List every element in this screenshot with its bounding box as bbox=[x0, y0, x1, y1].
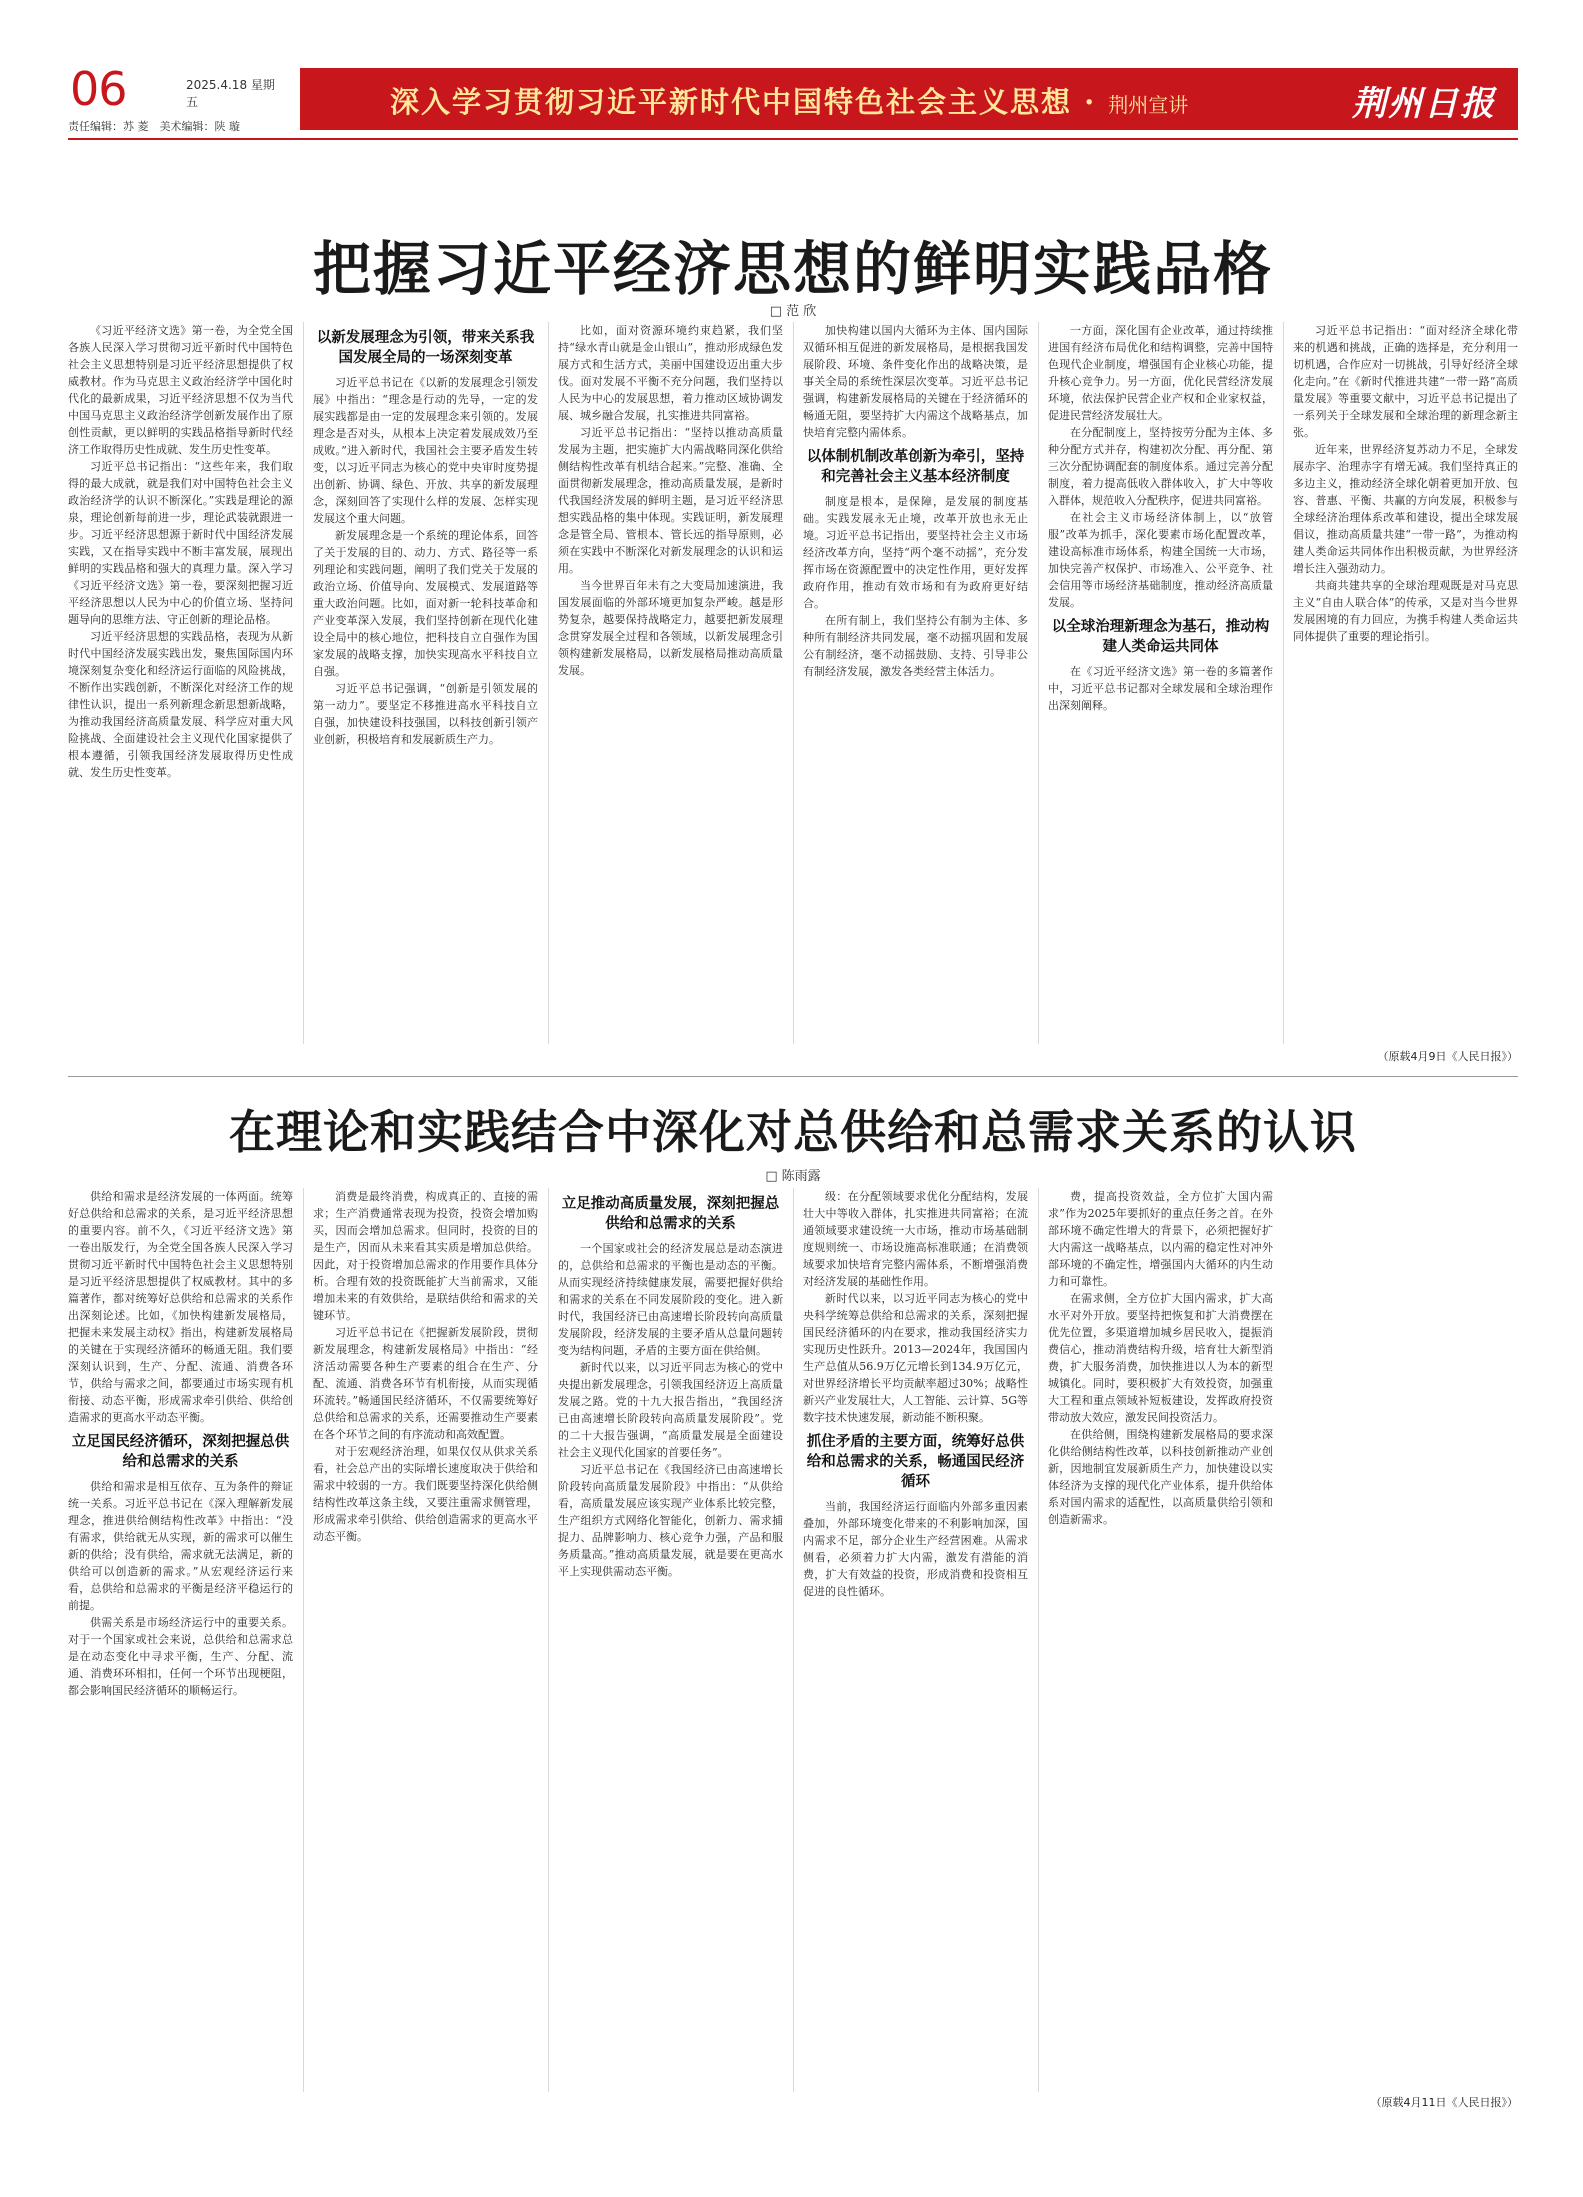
article-1-headline: 把握习近平经济思想的鲜明实践品格 bbox=[312, 235, 1273, 303]
paragraph: 习近平总书记指出：“这些年来，我们取得的最大成就，就是我们对中国特色社会主义政治经济学的认识不断深化。”实践是理论的源泉，理论创新每前进一步，理论武装就跟进一步。习近平经济思想源于新时代中国经济发展实践，又在指导实践中不断丰富发展，展现出鲜明的实践品格和强大的真理力量。深入学习《习近平经济文选》第一卷，要深刻把握习近平经济思想以人民为中心的价值立场、坚持问题导向的思维方法、守正创新的理论品格。 bbox=[68, 460, 293, 626]
byline-marker: □ bbox=[765, 1169, 778, 1184]
paragraph: 新时代以来，以习近平同志为核心的党中央提出新发展理念，引领我国经济迈上高质量发展之路。党的十九大报告指出，“我国经济已由高速增长阶段转向高质量发展阶段”。党的二十大报告强调，“高质量发展是全面建设社会主义现代化国家的首要任务”。 bbox=[558, 1361, 783, 1459]
section-title bbox=[390, 80, 1188, 121]
column-rule bbox=[793, 322, 794, 1044]
article-column bbox=[313, 322, 538, 1044]
byline-marker: □ bbox=[769, 304, 783, 319]
paragraph: 在供给侧，围绕构建新发展格局的要求深化供给侧结构性改革，以科技创新推动产业创新，因地制宜发展新质生产力，加快建设以实体经济为支撑的现代化产业体系，提升供给体系对国内需求的适配性，以高质量供给引领和创造新需求。 bbox=[1048, 1428, 1273, 1526]
paragraph: 供给和需求是相互依存、互为条件的辩证统一关系。习近平总书记在《深入理解新发展理念，推进供给侧结构性改革》中指出：“没有需求，供给就无从实现，新的需求可以催生新的供给；没有供给，需求就无法满足，新的供给可以创造新的需求。”从宏观经济运行来看，总供给和总需求的平衡是经济平稳运行的前提。 bbox=[68, 1480, 293, 1612]
paragraph: 级：在分配领域要求优化分配结构，发展壮大中等收入群体，扎实推进共同富裕；在流通领域要求建设统一大市场，推动市场基础制度规则统一、市场设施高标准联通；在消费领域要求加快培育完整内需体系，不断增强消费对经济发展的基础性作用。 bbox=[803, 1190, 1028, 1288]
section-title-text: 深入学习贯彻习近平新时代中国特色社会主义思想 · bbox=[390, 85, 1109, 119]
paragraph: 当今世界百年未有之大变局加速演进，我国发展面临的外部环境更加复杂严峻。越是形势复杂，越要保持战略定力，越要把新发展理念贯穿发展全过程和各领域，以新发展理念引领构建新发展格局，以新发展格局推动高质量发展。 bbox=[558, 579, 783, 677]
paragraph: 一个国家或社会的经济发展总是动态演进的，总供给和总需求的平衡也是动态的平衡。从而实现经济持续健康发展，需要把握好供给和需求的关系在不同发展阶段的变化。进入新时代，我国经济已由高速增长阶段转向高质量发展阶段，经济发展的主要矛盾从总量问题转变为结构问题，矛盾的主要方面在供给侧。 bbox=[558, 1242, 783, 1357]
paragraph: 新发展理念是一个系统的理论体系，回答了关于发展的目的、动力、方式、路径等一系列理论和实践问题，阐明了我们党关于发展的政治立场、价值导向、发展模式、发展道路等重大政治问题。比如，面对新一轮科技革命和产业变革深入发展，我们坚持创新在现代化建设全局中的核心地位，把科技自立自强作为国家发展的战略支撑，加快实现高水平科技自立自强。 bbox=[313, 529, 538, 678]
section-subheading: 立足国民经济循环，深刻把握总供给和总需求的关系 bbox=[71, 1434, 290, 1470]
paragraph: 习近平总书记指出：“面对经济全球化带来的机遇和挑战，正确的选择是，充分利用一切机遇，合作应对一切挑战，引导好经济全球化走向。”在《新时代推进共建“一带一路”高质量发展》等重要文献中，习近平总书记提出了一系列关于全球发展和全球治理的新理念新主张。 bbox=[1293, 324, 1518, 439]
paragraph: 当前，我国经济运行面临内外部多重因素叠加，外部环境变化带来的不利影响加深，国内需求不足，部分企业生产经营困难。从需求侧看，必须着力扩大内需，激发有潜能的消费，扩大有效益的投资，形成消费和投资相互促进的良性循环。 bbox=[803, 1500, 1028, 1598]
article-column bbox=[1293, 322, 1518, 1044]
paragraph: 习近平总书记指出：“坚持以推动高质量发展为主题，把实施扩大内需战略同深化供给侧结构性改革有机结合起来。”完整、准确、全面贯彻新发展理念，推动高质量发展，是新时代我国经济发展的鲜明主题，是习近平经济思想实践品格的集中体现。实践证明，新发展理念是管全局、管根本、管长远的指导原则，必须在实践中不断深化对新发展理念的认识和运用。 bbox=[558, 426, 783, 575]
article-2-author: 陈雨露 bbox=[781, 1169, 821, 1184]
paragraph: 在《习近平经济文选》第一卷的多篇著作中，习近平总书记都对全球发展和全球治理作出深刻阐释。 bbox=[1048, 665, 1273, 712]
article-column bbox=[1048, 1188, 1273, 2092]
paragraph: 供需关系是市场经济运行中的重要关系。对于一个国家或社会来说，总供给和总需求总是在动态变化中寻求平衡，生产、分配、流通、消费环环相扣，任何一个环节出现梗阻，都会影响国民经济循环的顺畅运行。 bbox=[68, 1616, 293, 1697]
source-note: （原载4月9日《人民日报》） bbox=[1377, 1050, 1518, 1063]
page-number: 06 bbox=[70, 62, 127, 116]
section-subheading: 立足推动高质量发展，深刻把握总供给和总需求的关系 bbox=[561, 1196, 780, 1232]
paragraph: 比如，面对资源环境约束趋紧，我们坚持“绿水青山就是金山银山”，推动形成绿色发展方式和生活方式，美丽中国建设迈出重大步伐。面对发展不平衡不充分问题，我们坚持以人民为中心的发展思想，着力推动区域协调发展、城乡融合发展，扎实推进共同富裕。 bbox=[558, 324, 783, 422]
article-1-author: 范 欣 bbox=[786, 304, 817, 319]
paragraph: 加快构建以国内大循环为主体、国内国际双循环相互促进的新发展格局，是根据我国发展阶段、环境、条件变化作出的战略决策，是事关全局的系统性深层次变革。习近平总书记强调，构建新发展格局的关键在于经济循环的畅通无阻，要坚持扩大内需这个战略基点，加快培育完整内需体系。 bbox=[803, 324, 1028, 439]
paragraph: 习近平总书记在《把握新发展阶段，贯彻新发展理念，构建新发展格局》中指出：“经济活动需要各种生产要素的组合在生产、分配、流通、消费各环节有机衔接，从而实现循环流转。”畅通国民经济循环，不仅需要统筹好总供给和总需求的关系，还需要推动生产要素在各个环节之间的有序流动和高效配置。 bbox=[313, 1326, 538, 1441]
paragraph: 习近平总书记强调，“创新是引领发展的第一动力”。要坚定不移推进高水平科技自立自强，加快建设科技强国，以科技创新引领产业创新，积极培育和发展新质生产力。 bbox=[313, 682, 538, 746]
article-2-byline bbox=[68, 1165, 1518, 1184]
column-rule bbox=[548, 1188, 549, 2092]
page-header bbox=[68, 62, 1518, 133]
paragraph: 在分配制度上，坚持按劳分配为主体、多种分配方式并存，构建初次分配、再分配、第三次分配协调配套的制度体系。通过完善分配制度，着力提高低收入群体收入，扩大中等收入群体，规范收入分配秩序，促进共同富裕。 bbox=[1048, 426, 1273, 507]
column-rule bbox=[303, 322, 304, 1044]
article-column bbox=[803, 322, 1028, 1044]
paragraph: 习近平经济思想的实践品格，表现为从新时代中国经济发展实践出发，聚焦国际国内环境深刻复杂变化和经济运行面临的风险挑战，不断作出实践创新，不断深化对经济工作的规律性认识，提出一系列新理念新思想新战略，为推动我国经济高质量发展、科学应对重大风险挑战、全面建设社会主义现代化国家提供了根本遵循，引领我国经济发展取得历史性成就、发生历史性变革。 bbox=[68, 630, 293, 779]
header-rule bbox=[68, 138, 1518, 140]
article-1-byline bbox=[68, 300, 1518, 319]
column-rule bbox=[793, 1188, 794, 2092]
paragraph: 新时代以来，以习近平同志为核心的党中央科学统筹总供给和总需求的关系，深刻把握国民经济循环的内在要求，推动我国经济实力实现历史性跃升。2013—2024年，我国国内生产总值从56.9万亿元增长到134.9万亿元，对世界经济增长平均贡献率超过30%；战略性新兴产业发展壮大，人工智能、云计算、5G等数字技术快速发展，新动能不断积聚。 bbox=[803, 1292, 1028, 1424]
newspaper-logo: 荆州日报 bbox=[1352, 84, 1496, 124]
issue-date: 2025.4.18 星期五 bbox=[186, 78, 275, 109]
article-column bbox=[68, 322, 293, 1044]
header-meta bbox=[68, 62, 278, 133]
paragraph: 消费是最终消费，构成真正的、直接的需求；生产消费通常表现为投资，投资会增加购买，因而会增加总需求。但同时，投资的目的是生产，因而从未来看其实质是增加总供给。因此，对于投资增加总需求的作用要作具体分析。合理有效的投资既能扩大当前需求，又能增加未来的有效供给，是联结供给和需求的关键环节。 bbox=[313, 1190, 538, 1322]
article-column bbox=[1048, 322, 1273, 1044]
article-column bbox=[558, 1188, 783, 2092]
paragraph: 制度是根本，是保障，是发展的制度基础。实践发展永无止境，改革开放也永无止境。习近平总书记指出，要坚持社会主义市场经济改革方向，坚持“两个毫不动摇”，充分发挥市场在资源配置中的决定性作用，更好发挥政府作用，推动有效市场和有为政府更好结合。 bbox=[803, 495, 1028, 610]
article-column bbox=[558, 322, 783, 1044]
column-rule bbox=[1283, 322, 1284, 1044]
section-subheading: 以全球治理新理念为基石，推动构建人类命运共同体 bbox=[1051, 619, 1270, 655]
paragraph: 共商共建共享的全球治理观既是对马克思主义“自由人联合体”的传承，又是对当今世界发展困境的有力回应，为携手构建人类命运共同体提供了重要的理论指引。 bbox=[1293, 579, 1518, 643]
column-rule bbox=[548, 322, 549, 1044]
paragraph: 近年来，世界经济复苏动力不足，全球发展赤字、治理赤字有增无减。我们坚持真正的多边主义，推动经济全球化朝着更加开放、包容、普惠、平衡、共赢的方向发展，积极参与全球经济治理体系改革和建设，提出全球发展倡议，推动高质量共建“一带一路”，为推动构建人类命运共同体作出积极贡献，为世界经济增长注入强劲动力。 bbox=[1293, 443, 1518, 575]
article-1-body bbox=[68, 322, 1518, 1062]
article-column bbox=[313, 1188, 538, 2092]
paragraph: 在需求侧，全方位扩大国内需求，扩大高水平对外开放。要坚持把恢复和扩大消费摆在优先位置，多渠道增加城乡居民收入，提振消费信心，推动消费结构升级，培育壮大新型消费，扩大服务消费，加快推进以人为本的新型城镇化。同时，要积极扩大有效投资，加强重大工程和重点领域补短板建设，发挥政府投资带动放大效应，激发民间投资活力。 bbox=[1048, 1292, 1273, 1424]
paragraph: 费，提高投资效益，全方位扩大国内需求”作为2025年要抓好的重点任务之首。在外部环境不确定性增大的背景下，必须把握好扩大内需这一战略基点，以内需的稳定性对冲外部环境的不确定性，增强国内大循环的内生动力和可靠性。 bbox=[1048, 1190, 1273, 1288]
section-subheading: 以新发展理念为引领，带来关系我国发展全局的一场深刻变革 bbox=[316, 330, 535, 366]
header-banner bbox=[300, 68, 1518, 130]
article-2-body bbox=[68, 1188, 1518, 2110]
column-rule bbox=[1038, 1188, 1039, 2092]
paragraph: 一方面，深化国有企业改革，通过持续推进国有经济布局优化和结构调整，完善中国特色现代企业制度，增强国有企业核心功能，提升核心竞争力。另一方面，优化民营经济发展环境，依法保护民营企业产权和企业家权益，促进民营经济发展壮大。 bbox=[1048, 324, 1273, 422]
paragraph: 习近平总书记在《我国经济已由高速增长阶段转向高质量发展阶段》中指出：“从供给看，高质量发展应该实现产业体系比较完整，生产组织方式网络化智能化，创新力、需求捕捉力、品牌影响力、核心竞争力强，产品和服务质量高。”推动高质量发展，就是要在更高水平上实现供需动态平衡。 bbox=[558, 1463, 783, 1578]
paragraph: 习近平总书记在《以新的发展理念引领发展》中指出：“理念是行动的先导，一定的发展实践都是由一定的发展理念来引领的。发展理念是否对头，从根本上决定着发展成效乃至成败。”进入新时代，我国社会主要矛盾发生转变，以习近平同志为核心的党中央审时度势提出创新、协调、绿色、开放、共享的新发展理念，深刻回答了实现什么样的发展、怎样实现发展这个重大问题。 bbox=[313, 376, 538, 525]
article-divider bbox=[68, 1076, 1518, 1077]
paragraph: 在社会主义市场经济体制上，以“放管服”改革为抓手，深化要素市场化配置改革，建设高标准市场体系，构建全国统一大市场，加快完善产权保护、市场准入、公平竞争、社会信用等市场经济基础制度，推动经济高质量发展。 bbox=[1048, 511, 1273, 609]
article-column bbox=[68, 1188, 293, 2092]
source-note: （原载4月11日《人民日报》） bbox=[1370, 2096, 1518, 2109]
paragraph: 《习近平经济文选》第一卷，为全党全国各族人民深入学习贯彻习近平新时代中国特色社会主义思想特别是习近平经济思想提供了权威教材。作为马克思主义政治经济学中国化时代化的最新成果，习近平经济思想不仅为当代中国马克思主义政治经济学创新发展作出了原创性贡献，更以鲜明的实践品格指导新时代经济工作取得历史性成就、发生历史性变革。 bbox=[68, 324, 293, 456]
article-column bbox=[803, 1188, 1028, 2092]
column-rule bbox=[303, 1188, 304, 2092]
paragraph: 供给和需求是经济发展的一体两面。统筹好总供给和总需求的关系，是习近平经济思想的重要内容。前不久，《习近平经济文选》第一卷出版发行，为全党全国各族人民深入学习贯彻习近平新时代中国特色社会主义思想特别是习近平经济思想提供了权威教材。其中的多篇著作，都对统筹好总供给和总需求的关系作出深刻论述。比如，《加快构建新发展格局，把握未来发展主动权》指出，构建新发展格局的关键在于实现经济循环的畅通无阻。我们要深刻认识到，生产、分配、流通、消费各环节，供给与需求之间，都要通过市场实现有机衔接、动态平衡，形成需求牵引供给、供给创造需求的更高水平动态平衡。 bbox=[68, 1190, 293, 1424]
article-2-headline: 在理论和实践结合中深化对总供给和总需求关系的认识 bbox=[229, 1105, 1357, 1159]
paragraph: 在所有制上，我们坚持公有制为主体、多种所有制经济共同发展，毫不动摇巩固和发展公有制经济，毫不动摇鼓励、支持、引导非公有制经济发展，激发各类经营主体活力。 bbox=[803, 614, 1028, 678]
section-subheading: 抓住矛盾的主要方面，统筹好总供给和总需求的关系，畅通国民经济循环 bbox=[806, 1434, 1025, 1490]
editor-credit: 责任编辑：苏 菱 美术编辑：陕 璇 bbox=[68, 120, 240, 133]
column-rule bbox=[1038, 322, 1039, 1044]
section-subheading: 以体制机制改革创新为牵引，坚持和完善社会主义基本经济制度 bbox=[806, 449, 1025, 485]
column-name: 荆州宣讲 bbox=[1108, 93, 1189, 117]
paragraph: 对于宏观经济治理，如果仅仅从供求关系看，社会总产出的实际增长速度取决于供给和需求中较弱的一方。我们既要坚持深化供给侧结构性改革这条主线，又要注重需求侧管理，形成需求牵引供给、供给创造需求的更高水平动态平衡。 bbox=[313, 1445, 538, 1543]
